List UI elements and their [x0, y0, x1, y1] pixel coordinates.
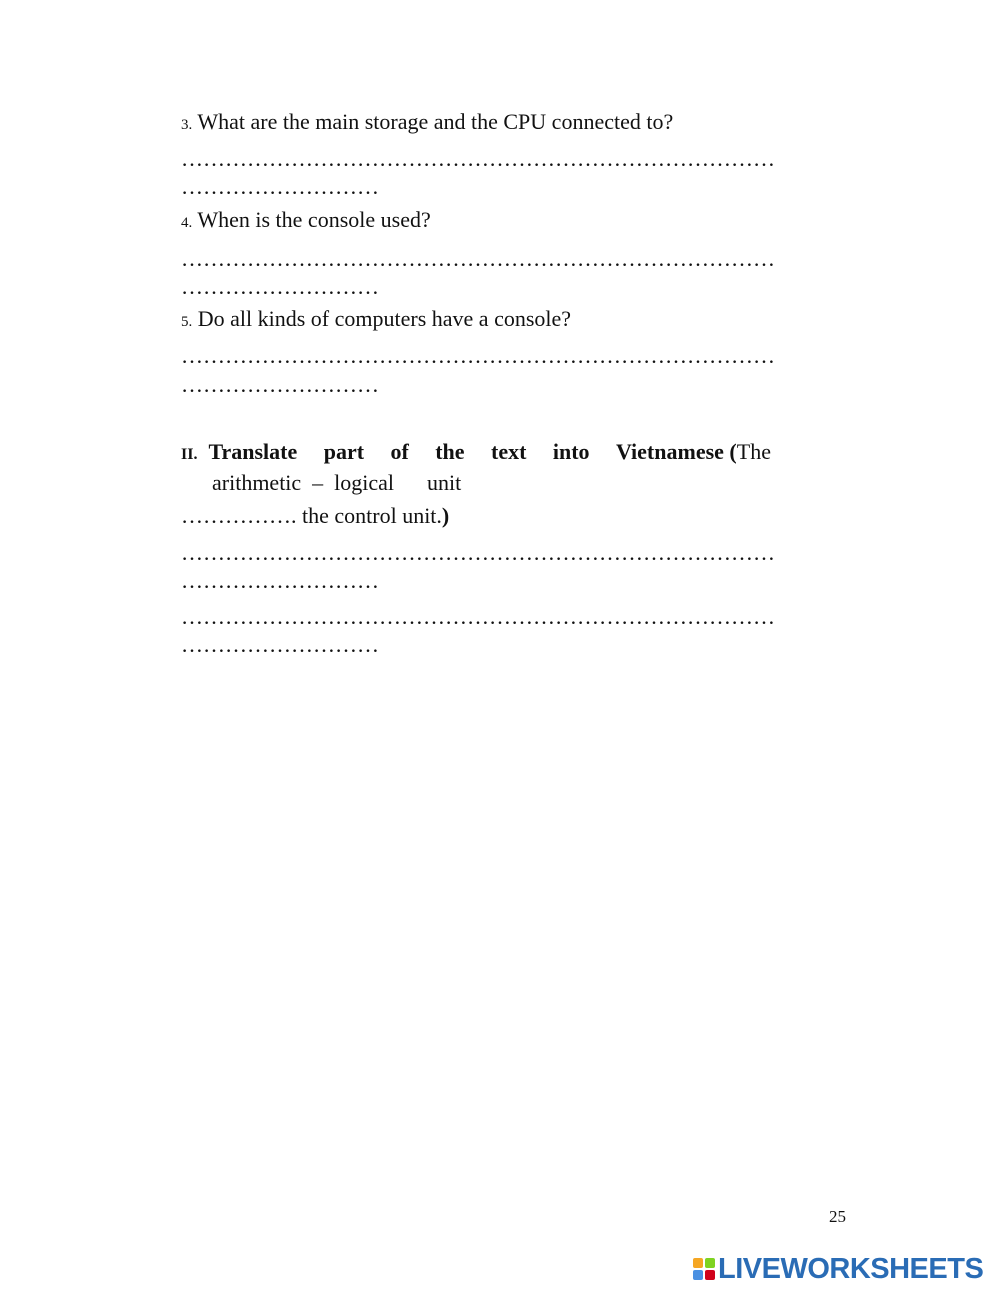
title-word: text	[491, 439, 527, 464]
title-word: Translate	[208, 439, 298, 464]
liveworksheets-logo	[693, 1253, 983, 1285]
answer-line[interactable]: ………………………	[181, 274, 379, 299]
question-3	[181, 109, 673, 138]
title-the: The	[736, 439, 771, 464]
logo-text: LIVEWORKSHEETS	[718, 1253, 984, 1285]
answer-line[interactable]: ………………………	[181, 174, 379, 199]
translation-line[interactable]: ………………………	[181, 568, 379, 593]
answer-line[interactable]: ………………………………………………………………………	[181, 343, 775, 368]
answer-line[interactable]: ………………………………………………………………………	[181, 146, 775, 171]
question-text: What are the main storage and the CPU connected to?	[192, 109, 674, 134]
answer-line[interactable]: ………………………………………………………………………	[181, 246, 775, 271]
logo-square	[693, 1258, 703, 1268]
title-word: into	[552, 439, 590, 464]
section-2-heading	[181, 438, 771, 497]
range-dots: …………….	[181, 503, 297, 528]
question-5	[181, 306, 571, 335]
logo-squares-icon	[693, 1258, 715, 1280]
translation-line[interactable]: ………………………………………………………………………	[181, 604, 775, 629]
section-2-subtitle: arithmetic – logical unit	[212, 470, 462, 495]
section-2-range	[181, 503, 449, 529]
question-number: 5.	[181, 314, 193, 330]
logo-square	[705, 1270, 715, 1280]
question-number: 4.	[181, 215, 193, 231]
logo-square	[693, 1270, 703, 1280]
question-number: 3.	[181, 117, 193, 133]
translation-line[interactable]: ………………………………………………………………………	[181, 540, 775, 565]
question-text: Do all kinds of computers have a console?	[192, 306, 572, 331]
page-number: 25	[829, 1207, 846, 1226]
close-paren: )	[441, 503, 450, 528]
section-roman-numeral: II.	[181, 446, 198, 463]
title-word: Vietnamese	[615, 439, 724, 464]
title-word: part	[323, 439, 365, 464]
range-text: the control unit.	[296, 503, 442, 528]
question-text: When is the console used?	[192, 207, 431, 232]
question-4	[181, 207, 431, 236]
logo-square	[705, 1258, 715, 1268]
open-paren: (	[729, 439, 737, 464]
title-word: of	[390, 439, 409, 464]
answer-line[interactable]: ………………………	[181, 372, 379, 397]
section-2-title	[181, 438, 771, 469]
translation-line[interactable]: ………………………	[181, 632, 379, 657]
title-word: the	[435, 439, 465, 464]
